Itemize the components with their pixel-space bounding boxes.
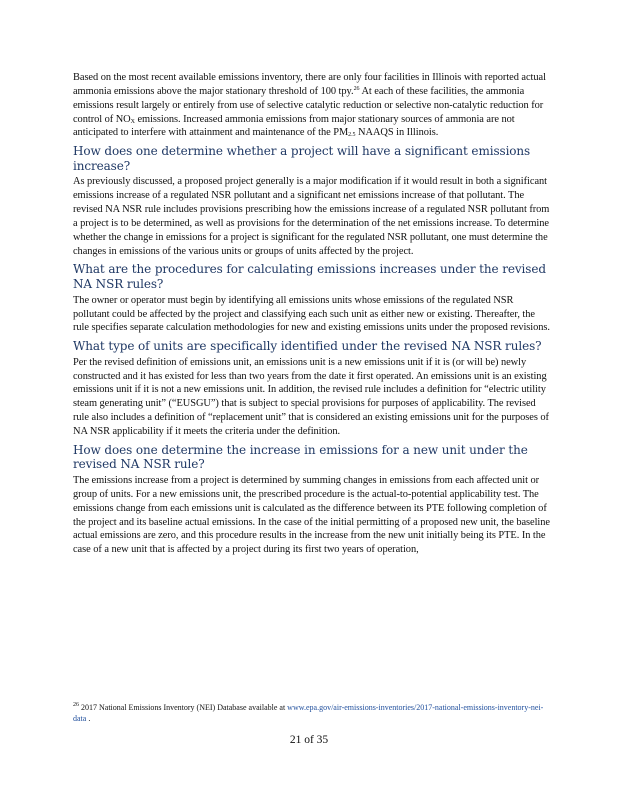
intro-text-2: At each of these facilities, the ammonia emissions result largely or entirely from use of selective catalytic reduction or selective non-catalytic reduction for control of NO: [73, 85, 544, 125]
section-body-calculation-procedures: The owner or operator must begin by identifying all emissions units whose emissions of the regulated NSR pollutant could be affected by the project and classifying each such unit as either new or existing. Thereafter, the rule specifies separate calculation methodologies for new and existing emissions units under the proposed revisions.: [73, 294, 550, 334]
page-number: 21 of 35: [289, 734, 329, 746]
footnote-text: 2017 National Emissions Inventory (NEI) Database available at: [79, 703, 288, 712]
pm-subscript: 2.5: [348, 132, 356, 139]
intro-text-3: emissions. Increased ammonia emissions from major stationary sources of ammonia are not anticipated to interfere with attainment and maintenance of the PM: [73, 113, 515, 139]
nox-subscript: X: [130, 118, 135, 125]
section-body-significant-increase: As previously discussed, a proposed project generally is a major modification if it would result in both a significant emissions increase of a regulated NSR pollutant and a significant net emissions increase of that pollutant. The revised NA NSR rule includes provisions prescribing how the emissions increase of a regulated NSR pollutant from a project is to be determined, as well as provisions for the determination of the net emissions increase. To determine whether the change in emissions for a project is significant for the regulated NSR pollutant, one must determine the changes in emissions of the various units or groups of units affected by the project.: [73, 176, 550, 257]
section-body-new-unit-increase: The emissions increase from a project is determined by summing changes in emissions from each affected unit or group of units. For a new emissions unit, the prescribed procedure is the actual-to-potential applicability test. The emissions change from each emissions unit is calculated as the difference between its PTE following completion of the project and its baseline actual emissions. In the case of the initial permitting of a proposed new unit, the baseline actual emissions are zero, and this procedure results in the increase from the new unit initially being its PTE. In the case of a new unit that is affected by a project during its first two years of operation,: [73, 475, 550, 556]
document-page: [73, 71, 551, 561]
footnote-link[interactable]: www.epa.gov/air-emissions-inventories/2017-national-emissions-inventory-nei-data: [73, 703, 544, 723]
intro-text-1: Based on the most recent available emissions inventory, there are only four facilities in Illinois with reported actual ammonia emissions above the major stationary threshold of 100 tpy.: [73, 72, 546, 97]
section-heading-new-unit-increase: How does one determine the increase in emissions for a new unit under the revised NA NSR rule?: [73, 442, 528, 472]
footnote-reference[interactable]: 26: [353, 85, 360, 92]
section-body-unit-types: Per the revised definition of emissions unit, an emissions unit is a new emissions unit if it is (or will be) newly constructed and it has existed for less than two years from the date it first operated. An emissions unit is an existing emissions unit if it is not a new emissions unit. In addition, the revised rule includes a definition for “electric utility steam generating unit” (“EUSGU”) that is subject to special provisions for purposes of applicability. The revised rule also includes a definition of “replacement unit” that is considered an existing emissions unit for the purposes of NA NSR applicability if it meets the criteria under the definition.: [73, 356, 549, 437]
section-heading-unit-types: What type of units are specifically identified under the revised NA NSR rules?: [73, 339, 542, 354]
section-heading-calculation-procedures: What are the procedures for calculating emissions increases under the revised NA NSR rules?: [73, 262, 546, 292]
footnote: [73, 702, 551, 724]
footnote-trailing: .: [86, 714, 91, 723]
section-heading-significant-increase: How does one determine whether a project will have a significant emissions increase?: [73, 144, 531, 173]
intro-text-4: NAAQS in Illinois.: [355, 127, 439, 139]
footnote-number: 26: [73, 702, 79, 708]
intro-paragraph: [73, 71, 551, 140]
